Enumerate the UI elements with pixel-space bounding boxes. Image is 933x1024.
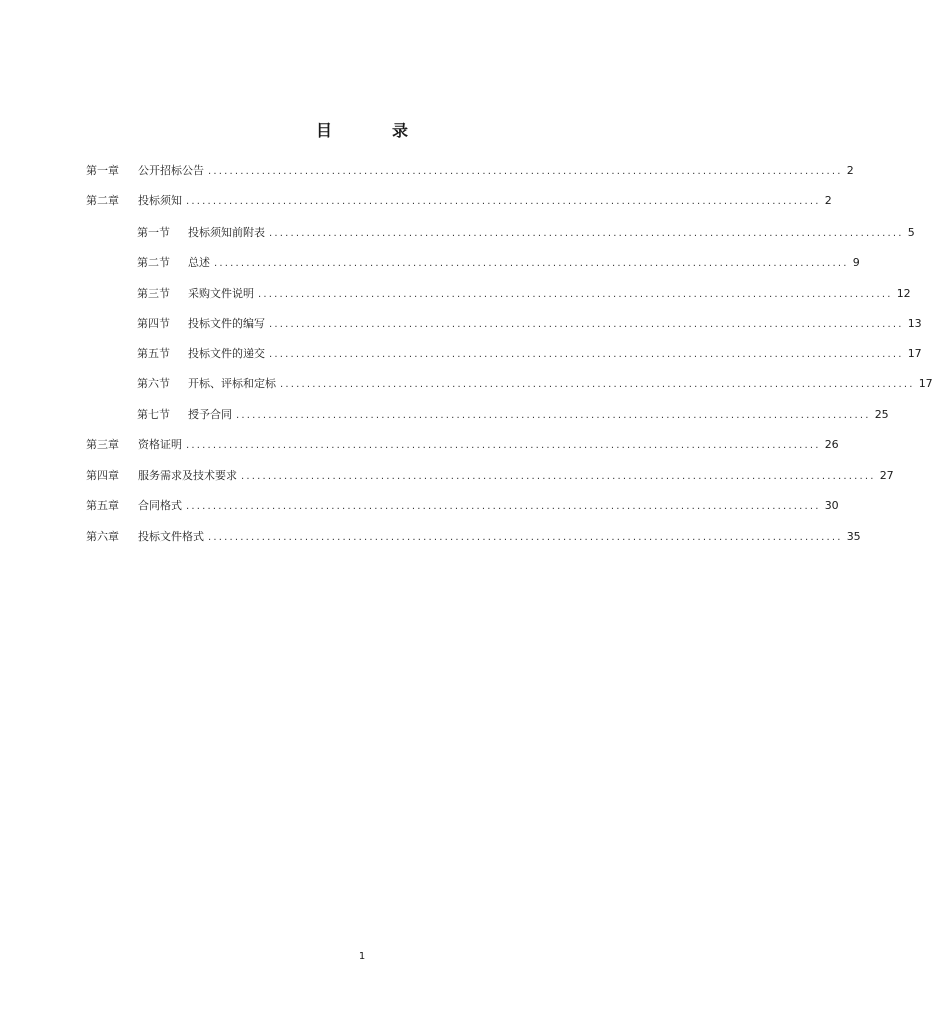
page-number: 1 — [358, 951, 366, 962]
toc-entry-section-5[interactable] — [137, 343, 922, 365]
toc-entry-title: 服务需求及技术要求 — [138, 469, 237, 482]
toc-entry-number: 第一章 — [86, 164, 119, 177]
toc-entry-page: 25 — [874, 408, 889, 421]
toc-entry-page: 2 — [824, 194, 832, 207]
toc-leader-dots: ...................................................................................................................... — [269, 319, 904, 330]
toc-leader-dots: ...................................................................................................................... — [280, 379, 915, 390]
toc-entry-number: 第一节 — [137, 226, 170, 239]
toc-leader-dots: ...................................................................................................................... — [208, 166, 843, 177]
toc-entry-number: 第五章 — [86, 499, 119, 512]
toc-entry-page: 17 — [918, 377, 933, 390]
toc-title-char-2: 录 — [392, 121, 409, 140]
toc-leader-dots: ...................................................................................................................... — [236, 410, 871, 421]
toc-entry-page: 5 — [907, 226, 915, 239]
toc-entry-page: 30 — [824, 499, 839, 512]
toc-entry-number: 第六节 — [137, 377, 170, 390]
toc-entry-page: 35 — [846, 530, 861, 543]
toc-leader-dots: ...................................................................................................................... — [241, 471, 876, 482]
toc-entry-number: 第二节 — [137, 256, 170, 269]
toc-entry-chapter-3[interactable] — [86, 434, 839, 456]
toc-leader-dots: ...................................................................................................................... — [186, 196, 821, 207]
toc-entry-number: 第四节 — [137, 317, 170, 330]
toc-entry-page: 2 — [846, 164, 854, 177]
toc-entry-page: 9 — [852, 256, 860, 269]
toc-leader-dots: ...................................................................................................................... — [186, 501, 821, 512]
toc-entry-number: 第七节 — [137, 408, 170, 421]
toc-entry-number: 第四章 — [86, 469, 119, 482]
toc-entry-section-3[interactable] — [137, 283, 911, 305]
toc-entry-section-6[interactable] — [137, 373, 933, 395]
toc-entry-title: 开标、评标和定标 — [188, 377, 276, 390]
toc-entry-chapter-2[interactable] — [86, 190, 832, 212]
toc-entry-number: 第三章 — [86, 438, 119, 451]
toc-entry-title: 投标文件的编写 — [188, 317, 265, 330]
toc-entry-title: 投标须知前附表 — [188, 226, 265, 239]
toc-leader-dots: ...................................................................................................................... — [214, 258, 849, 269]
toc-title — [0, 118, 724, 141]
toc-entry-section-4[interactable] — [137, 313, 922, 335]
toc-entry-title: 投标文件的递交 — [188, 347, 265, 360]
toc-entry-title: 合同格式 — [138, 499, 182, 512]
toc-entry-page: 27 — [879, 469, 894, 482]
toc-entry-page: 26 — [824, 438, 839, 451]
toc-entry-title: 采购文件说明 — [188, 287, 254, 300]
toc-entry-number: 第二章 — [86, 194, 119, 207]
toc-leader-dots: ...................................................................................................................... — [258, 289, 893, 300]
toc-entry-number: 第六章 — [86, 530, 119, 543]
toc-entry-page: 12 — [896, 287, 911, 300]
toc-title-char-1: 目 — [315, 121, 332, 140]
toc-entry-page: 17 — [907, 347, 922, 360]
toc-entry-chapter-5[interactable] — [86, 495, 839, 517]
toc-entry-section-7[interactable] — [137, 404, 889, 426]
toc-leader-dots: ...................................................................................................................... — [269, 228, 904, 239]
toc-entry-title: 投标文件格式 — [138, 530, 204, 543]
toc-leader-dots: ...................................................................................................................... — [208, 532, 843, 543]
toc-entry-page: 13 — [907, 317, 922, 330]
toc-entry-title: 资格证明 — [138, 438, 182, 451]
toc-entry-section-2[interactable] — [137, 252, 860, 274]
toc-entry-chapter-1[interactable] — [86, 160, 854, 182]
toc-entry-title: 投标须知 — [138, 194, 182, 207]
toc-entry-section-1[interactable] — [137, 222, 915, 244]
toc-entry-number: 第三节 — [137, 287, 170, 300]
toc-leader-dots: ...................................................................................................................... — [186, 440, 821, 451]
toc-entry-chapter-4[interactable] — [86, 465, 894, 487]
toc-entry-number: 第五节 — [137, 347, 170, 360]
toc-leader-dots: ...................................................................................................................... — [269, 349, 904, 360]
toc-entry-title: 授予合同 — [188, 408, 232, 421]
toc-entry-title: 公开招标公告 — [138, 164, 204, 177]
toc-entry-chapter-6[interactable] — [86, 526, 861, 548]
toc-entry-title: 总述 — [188, 256, 210, 269]
